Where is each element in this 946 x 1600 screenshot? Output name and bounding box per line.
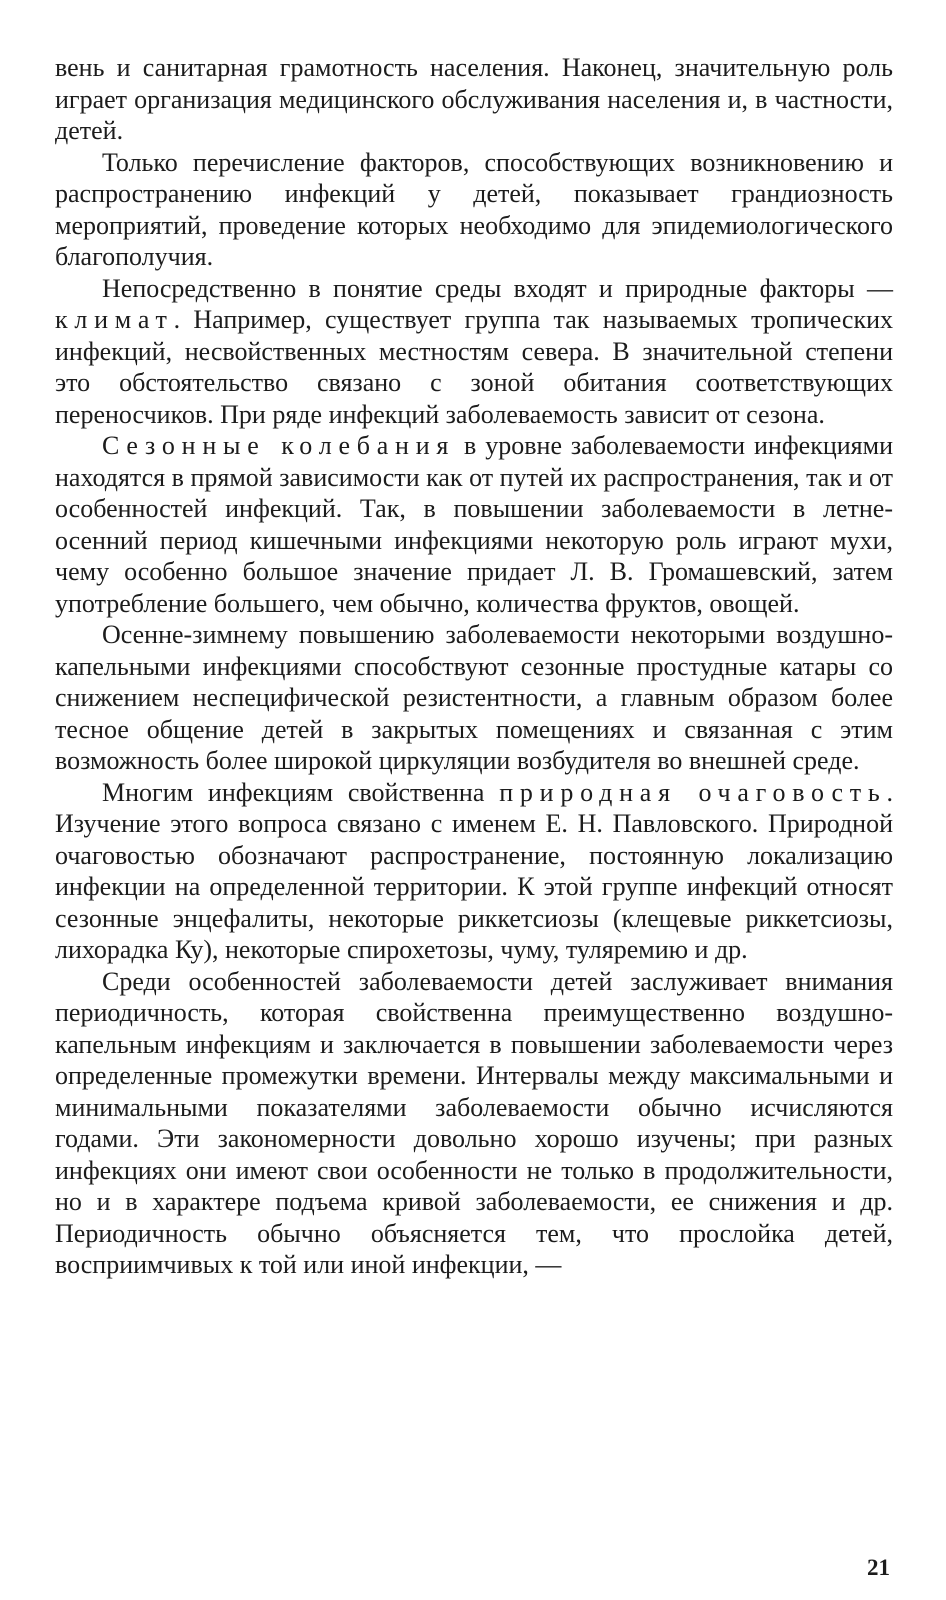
paragraph-text: Многим инфекциям свойственна xyxy=(102,777,500,807)
page-number: 21 xyxy=(867,1555,890,1580)
paragraph-1 xyxy=(55,52,893,147)
paragraph-5 xyxy=(55,619,893,777)
paragraph-text: Только перечисление факторов, способствующих возникновению и распространению инфекций у детей, показывает грандиозность мероприятий, проведение которых необходимо для эпидемиологического благополучия. xyxy=(55,147,893,271)
paragraph-text: вень и санитарная грамотность населения. Наконец, значительную роль играет организация медицинского обслуживания населения и, в частности, детей. xyxy=(55,53,893,145)
paragraph-text: Непосредственно в понятие среды входят и природные факторы — xyxy=(102,273,893,303)
spaced-term-seasonal: Сезонные колебания xyxy=(102,431,456,460)
spaced-term-natural-focality: природная очаговость xyxy=(499,777,887,807)
document-body xyxy=(55,52,893,1532)
paragraph-7 xyxy=(55,966,893,1281)
paragraph-4 xyxy=(55,430,893,619)
paragraph-text: Осенне-зимнему повышению заболеваемости некоторыми воздушно-капельными инфекциями способствуют сезонные простудные катары со снижением неспецифической резистентности, а главным образом более тесное общение детей в закрытых помещениях и связанная с этим возможность более широкой циркуляции возбудителя во внешней среде. xyxy=(55,620,893,775)
paragraph-text: Среди особенностей заболеваемости детей заслуживает внимания периодичность, которая свойственна преимущественно воздушно-капельным инфекциям и заключается в повышении заболеваемости через определенные промежутки времени. Интервалы между максимальными и минимальными показателями заболеваемости обычно исчисляются годами. Эти закономерности довольно хорошо изучены; при разных инфекциях они имеют свои особенности не только в продолжительности, но и в характере подъема кривой заболеваемости, ее снижения и др. Периодичность обычно объясняется тем, что прослойка детей, восприимчивых к той или иной инфекции, — xyxy=(55,966,893,1279)
paragraph-3 xyxy=(55,273,893,431)
paragraph-text: . Например, существует группа так называемых тропических инфекций, несвойственных местностям севера. В значительной степени это обстоятельство связано с зоной обитания соответствующих переносчиков. При ряде инфекций заболеваемость зависит от сезона. xyxy=(55,305,893,429)
paragraph-6 xyxy=(55,777,893,966)
paragraph-2 xyxy=(55,147,893,273)
paragraph-text: в уровне заболеваемости инфекциями находятся в прямой зависимости как от путей их распространения, так и от особенностей инфекций. Так, в повышении заболеваемости в летне-осенний период кишечными инфекциями некоторую роль играют мухи, чему особенно большое значение придает Л. В. Громашевский, затем употребление большего, чем обычно, количества фруктов, овощей. xyxy=(55,431,893,618)
paragraph-text: . Изучение этого вопроса связано с именем Е. Н. Павловского. Природной очаговостью обозначают распространение, постоянную локализацию инфекции на определенной территории. К этой группе инфекций относят сезонные энцефалиты, некоторые риккетсиозы (клещевые риккетсиозы, лихорадка Ку), некоторые спирохетозы, чуму, туляремию и др. xyxy=(55,777,894,964)
spaced-term-klimat: климат xyxy=(55,305,174,334)
